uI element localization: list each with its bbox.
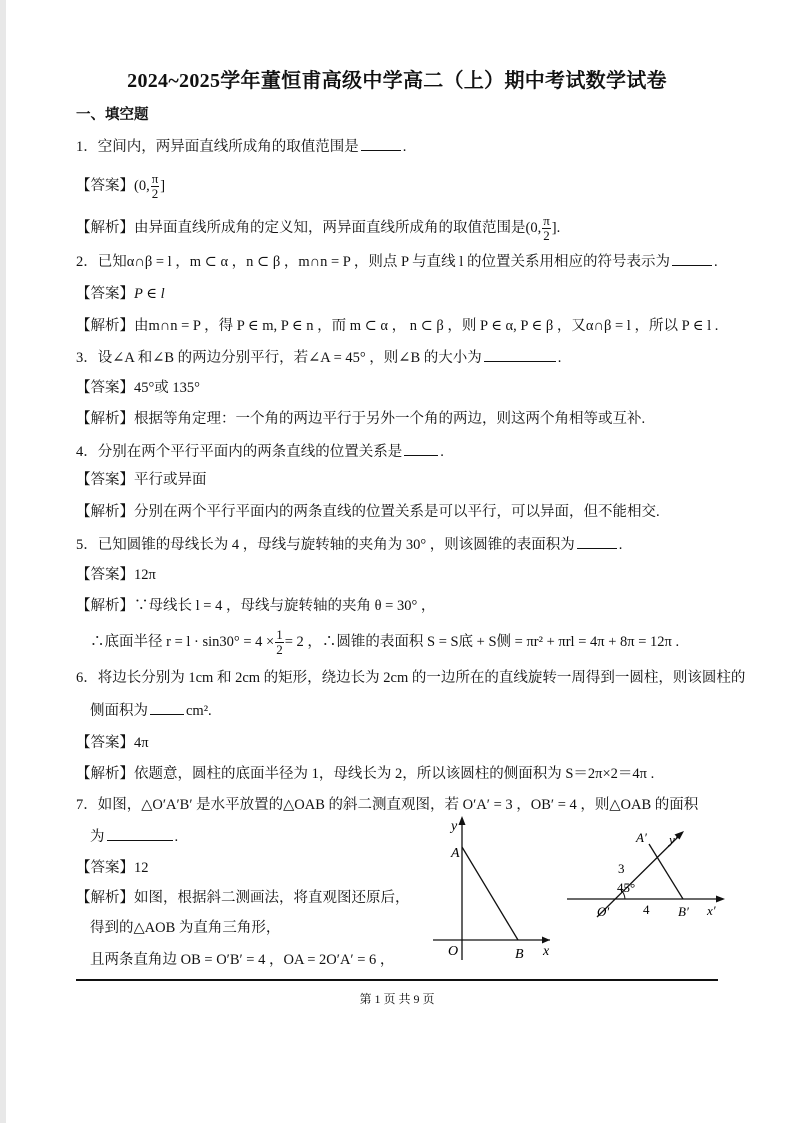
- q2-answer: [76, 284, 165, 304]
- q7-analysis-line1: 如图，根据斜二测画法，将直观图还原后，: [134, 890, 410, 906]
- q1-analysis-fraction: [542, 214, 551, 243]
- question-2: [76, 251, 718, 272]
- question-6-line2: [90, 700, 212, 721]
- analysis-label: 【解析】: [76, 219, 134, 236]
- q7-stem-line1: 7．如图，△O′A′B′ 是水平放置的△OAB 的斜二测直观图，若 O′A′ = 3 ，OB′ = 4 ，则△OAB 的面积: [76, 797, 699, 813]
- q4-end: .: [440, 444, 444, 460]
- q3-blank: [484, 347, 556, 362]
- q4-blank: [404, 441, 438, 456]
- q5-stem: 5．已知圆锥的母线长为 4 ，母线与旋转轴的夹角为 30° ，则该圆锥的表面积为: [76, 537, 575, 553]
- q1-stem: 1．空间内，两异面直线所成角的取值范围是: [76, 139, 359, 155]
- answer-label: 【答案】: [76, 286, 134, 302]
- question-6: [76, 668, 745, 688]
- q1-answer-fraction: [151, 172, 160, 201]
- q3-answer-text: 45°或 135°: [134, 380, 200, 396]
- y-prime-axis: [597, 835, 680, 917]
- q4-answer: [76, 470, 207, 490]
- q1-analysis-post: ].: [551, 219, 561, 236]
- q6-blank: [150, 700, 184, 715]
- q1-blank: [361, 136, 401, 151]
- q4-analysis: [76, 502, 660, 522]
- label-x: x: [543, 944, 550, 959]
- q2-answer-text: P ∈ l: [134, 286, 165, 302]
- analysis-label: 【解析】: [76, 504, 134, 520]
- q5-end: .: [618, 537, 623, 553]
- q2-end: .: [713, 254, 718, 270]
- x-axis-arrow: [542, 937, 550, 944]
- question-5: [76, 534, 622, 555]
- frac-num: π: [543, 213, 550, 228]
- q3-analysis: [76, 409, 645, 429]
- analysis-label: 【解析】: [76, 598, 134, 614]
- frac-den: 2: [543, 228, 550, 243]
- q6-analysis: [76, 764, 654, 784]
- q6-answer-text: 4π: [134, 735, 149, 751]
- section-heading: 一、填空题: [76, 107, 149, 123]
- q4-analysis-text: 分别在两个平行平面内的两条直线的位置关系是可以平行，可以异面，但不能相交.: [134, 504, 660, 520]
- q6-stem2-post: cm².: [186, 703, 212, 719]
- q6-stem-line1: 6．将边长分别为 1cm 和 2cm 的矩形，绕边长为 2cm 的一边所在的直线旋转一周得到一圆柱，则该圆柱的: [76, 670, 746, 686]
- q1-analysis-text: 由异面直线所成角的定义知，两异面直线所成角的取值范围是(0,: [134, 219, 542, 236]
- question-7-line2: [90, 826, 178, 847]
- q1-answer-post: ]: [160, 177, 166, 194]
- q7-answer-text: 12: [134, 860, 149, 876]
- q3-analysis-text: 根据等角定理：一个角的两边平行于另外一个角的两边，则这两个角相等或互补.: [134, 411, 646, 427]
- q1-answer: [76, 172, 165, 201]
- label-angle: 45°: [617, 880, 636, 895]
- q5-answer-text: 12π: [134, 567, 156, 583]
- q7-analysis-line3: 且两条直角边 OB = O′B′ = 4 ，OA = 2O′A′ = 6 ，: [90, 952, 395, 968]
- label-x-prime: x′: [707, 903, 716, 918]
- q7-stem2-post: .: [174, 829, 179, 845]
- analysis-label: 【解析】: [76, 411, 134, 427]
- q2-blank: [672, 251, 712, 266]
- answer-label: 【答案】: [76, 735, 134, 751]
- label-o-prime: O′: [597, 904, 610, 919]
- label-b-prime: B′: [678, 904, 689, 919]
- q1-analysis: [76, 214, 560, 243]
- analysis-label: 【解析】: [76, 318, 134, 334]
- page-edge: [0, 0, 6, 1123]
- y-axis-arrow: [459, 816, 466, 825]
- exam-title: 2024~2025学年董恒甫高级中学高二（上）期中考试数学试卷: [127, 70, 667, 92]
- frac-den: 2: [276, 642, 283, 657]
- analysis-label: 【解析】: [76, 890, 134, 906]
- x-prime-arrow: [716, 896, 725, 903]
- label-b: B: [515, 947, 524, 962]
- footer-rule: [76, 979, 718, 981]
- q5-analysis2-pre: ∴底面半径 r = l · sin30° = 4 ×: [90, 633, 275, 650]
- label-three: 3: [618, 861, 625, 876]
- q3-answer: [76, 378, 200, 398]
- q6-stem2-pre: 侧面积为: [90, 703, 148, 719]
- q3-end: .: [557, 350, 562, 366]
- frac-den: 2: [151, 186, 159, 201]
- q5-analysis2-post: = 2 ，∴圆锥的表面积 S = S底 + S侧 = πr² + πrl = 4π + 8π = 12π .: [284, 633, 680, 650]
- frac-num: 1: [276, 627, 283, 642]
- q7-answer: [76, 858, 149, 878]
- segment-a-b: [649, 844, 683, 899]
- analysis-label: 【解析】: [76, 766, 134, 782]
- answer-label: 【答案】: [76, 472, 134, 488]
- q5-analysis: [76, 596, 435, 616]
- frac-num: π: [151, 171, 159, 186]
- q1-answer-pre: (0,: [134, 177, 150, 194]
- label-a: A: [451, 846, 460, 861]
- hypotenuse-ab: [462, 847, 518, 940]
- q2-analysis: [76, 316, 718, 336]
- answer-label: 【答案】: [76, 380, 134, 396]
- q4-stem: 4．分别在两个平行平面内的两条直线的位置关系是: [76, 444, 403, 460]
- answer-label: 【答案】: [76, 860, 134, 876]
- label-o: O: [448, 944, 459, 959]
- label-y-prime: y′: [669, 832, 678, 847]
- q5-answer: [76, 565, 156, 585]
- question-3: [76, 347, 561, 368]
- q6-answer: [76, 733, 149, 753]
- q1-end: .: [402, 139, 407, 155]
- q5-analysis-line2: [90, 628, 679, 657]
- q5-analysis-line1: ∵母线长 l = 4 ，母线与旋转轴的夹角 θ = 30° ，: [134, 598, 436, 614]
- q2-analysis-text: 由m∩n = P ，得 P ∈ m, P ∈ n ，而 m ⊂ α ， n ⊂ β ，则 P ∈ α, P ∈ β ，又α∩β = l ，所以 P ∈ l .: [134, 318, 719, 334]
- question-7: [76, 795, 698, 815]
- label-a-prime: A′: [636, 830, 647, 845]
- question-1: [76, 136, 406, 157]
- q7-blank: [107, 826, 173, 841]
- label-y: y: [451, 819, 458, 834]
- q2-stem: 2．已知α∩β = l ，m ⊂ α ，n ⊂ β ，m∩n = P ，则点 P 与直线 l 的位置关系用相应的符号表示为: [76, 254, 670, 270]
- page-footer: 第 1 页 共 9 页: [359, 992, 435, 1006]
- answer-label: 【答案】: [76, 177, 134, 194]
- q7-analysis: [76, 888, 410, 908]
- label-four: 4: [643, 902, 650, 917]
- q4-answer-text: 平行或异面: [134, 472, 207, 488]
- q6-analysis-text: 依题意，圆柱的底面半径为 1，母线长为 2，所以该圆柱的侧面积为 S＝2π×2＝4π .: [134, 766, 655, 782]
- q5-fraction: [275, 628, 284, 657]
- q7-stem2-pre: 为: [90, 829, 105, 845]
- q7-analysis-line2: 得到的△AOB 为直角三角形，: [90, 920, 281, 936]
- figure-triangle-aob: [425, 812, 565, 972]
- question-4: [76, 441, 444, 462]
- q3-stem: 3．设∠A 和∠B 的两边分别平行，若∠A = 45° ，则∠B 的大小为: [76, 350, 482, 366]
- figure-oblique-view: [565, 822, 730, 932]
- q5-blank: [577, 534, 617, 549]
- answer-label: 【答案】: [76, 567, 134, 583]
